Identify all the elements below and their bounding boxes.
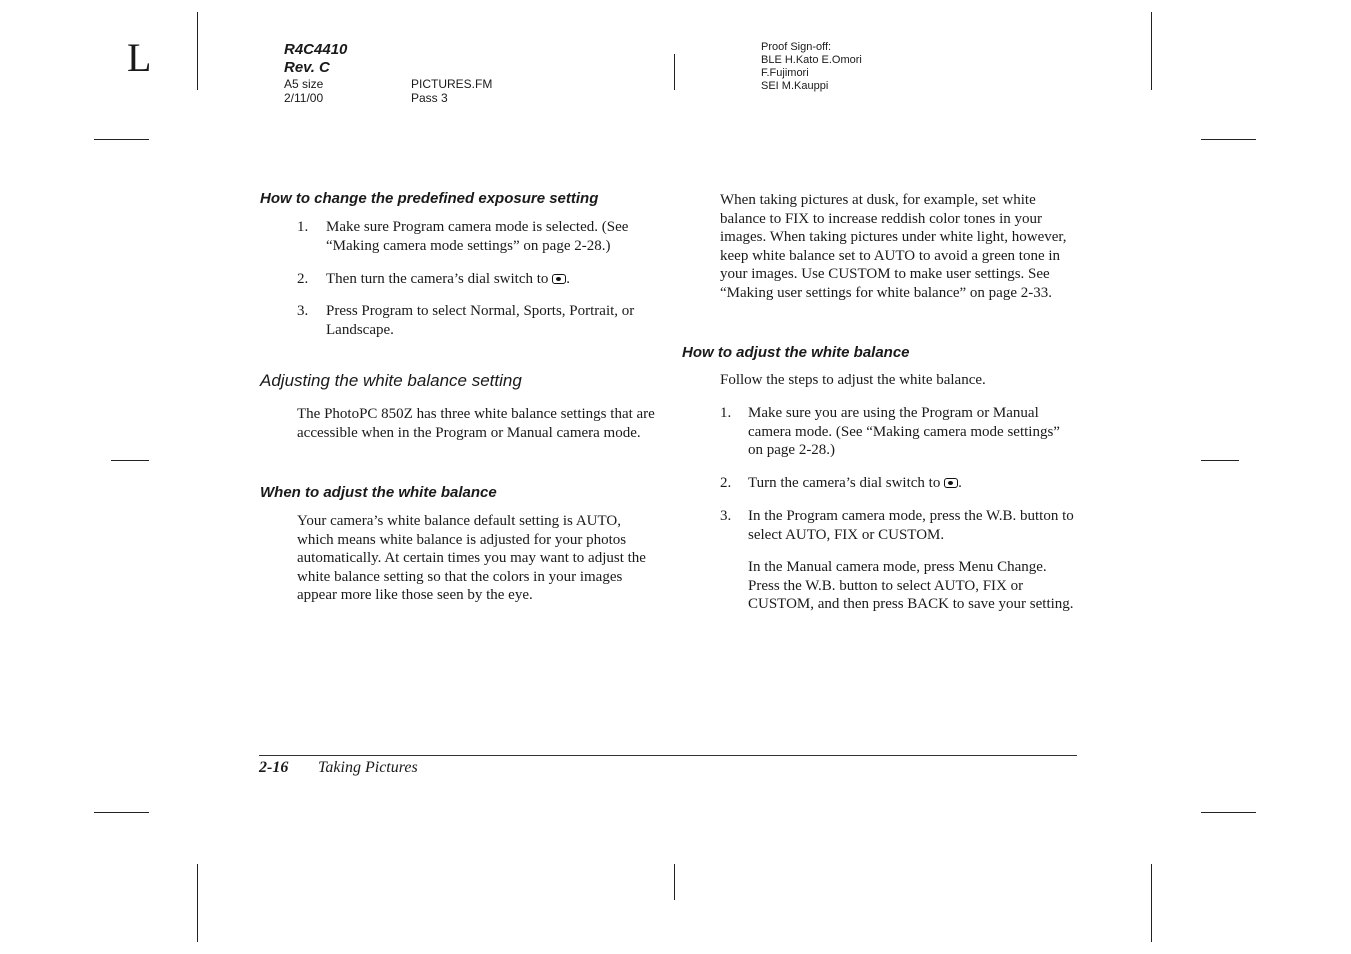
crop-mark [1201,139,1256,140]
heading-how: How to adjust the white balance [682,344,910,361]
heading-adjusting: Adjusting the white balance setting [260,371,522,390]
doc-revision: Rev. C [284,59,330,76]
crop-mark [1151,864,1152,942]
paragraph-dusk: When taking pictures at dusk, for example, set white balance to FIX to increase reddish color tones in your images. When taking pictures under white light, however, keep white balance set to AUTO to avoid a green tone in your images. Use CUSTOM to make user settings. See “Making user settings for white balance” on page 2-33. [720,192,1067,301]
crop-mark [1201,460,1239,461]
exposure-step-1: Make sure Program camera mode is selected. (See “Making camera mode settings” on page 2-28.) [326,219,629,254]
doc-date: 2/11/00 [284,91,324,105]
step-number: 2. [720,475,732,491]
crop-mark [197,864,198,942]
step-number: 1. [720,405,732,421]
exposure-step-2: Then turn the camera’s dial switch to . [326,271,570,287]
camera-icon [552,274,566,284]
step-number: 1. [297,219,309,235]
doc-size: A5 size [284,77,324,91]
crop-mark [1151,12,1152,90]
proof-line: SEI M.Kauppi [761,80,829,92]
corner-letter: L [127,35,152,80]
exposure-step-3: Press Program to select Normal, Sports, Portrait, or Landscape. [326,303,635,338]
paragraph-adjusting: The PhotoPC 850Z has three white balance settings that are accessible when in the Program or Manual camera mode. [297,406,655,441]
paragraph-manual: In the Manual camera mode, press Menu Change. Press the W.B. button to select AUTO, FIX or CUSTOM, and then press BACK to save your setting. [748,559,1074,612]
crop-mark [674,864,675,900]
proof-line: F.Fujimori [761,67,809,79]
step-number: 2. [297,271,309,287]
doc-pass: Pass 3 [411,91,448,105]
heading-exposure: How to change the predefined exposure setting [260,190,599,207]
proof-line: Proof Sign-off: [761,41,832,53]
proof-line: BLE H.Kato E.Omori [761,54,862,66]
crop-mark [1201,812,1256,813]
wb-step-3: In the Program camera mode, press the W.B. button to select AUTO, FIX or CUSTOM. [748,508,1074,543]
footer-rule [259,755,1077,756]
proof-signoff [761,41,862,93]
heading-when: When to adjust the white balance [260,484,497,501]
wb-step-2: Turn the camera’s dial switch to . [748,475,962,491]
page-number: 2-16 [259,759,289,776]
camera-icon [944,478,958,488]
paragraph-when: Your camera’s white balance default setting is AUTO, which means white balance is adjusted for your photos automatically. At certain times you may want to adjust the white balance setting so that the colors in your images appear more like those seen by the eye. [297,513,646,603]
chapter-title: Taking Pictures [318,759,418,776]
paragraph-follow: Follow the steps to adjust the white balance. [720,372,986,388]
step-number: 3. [297,303,309,319]
crop-mark [111,460,149,461]
doc-file: PICTURES.FM [411,77,493,91]
crop-mark [674,54,675,90]
wb-step-1: Make sure you are using the Program or Manual camera mode. (See “Making camera mode settings” on page 2-28.) [748,405,1060,458]
crop-mark [94,139,149,140]
doc-code: R4C4410 [284,41,348,58]
crop-mark [94,812,149,813]
step-number: 3. [720,508,732,524]
crop-mark [197,12,198,90]
